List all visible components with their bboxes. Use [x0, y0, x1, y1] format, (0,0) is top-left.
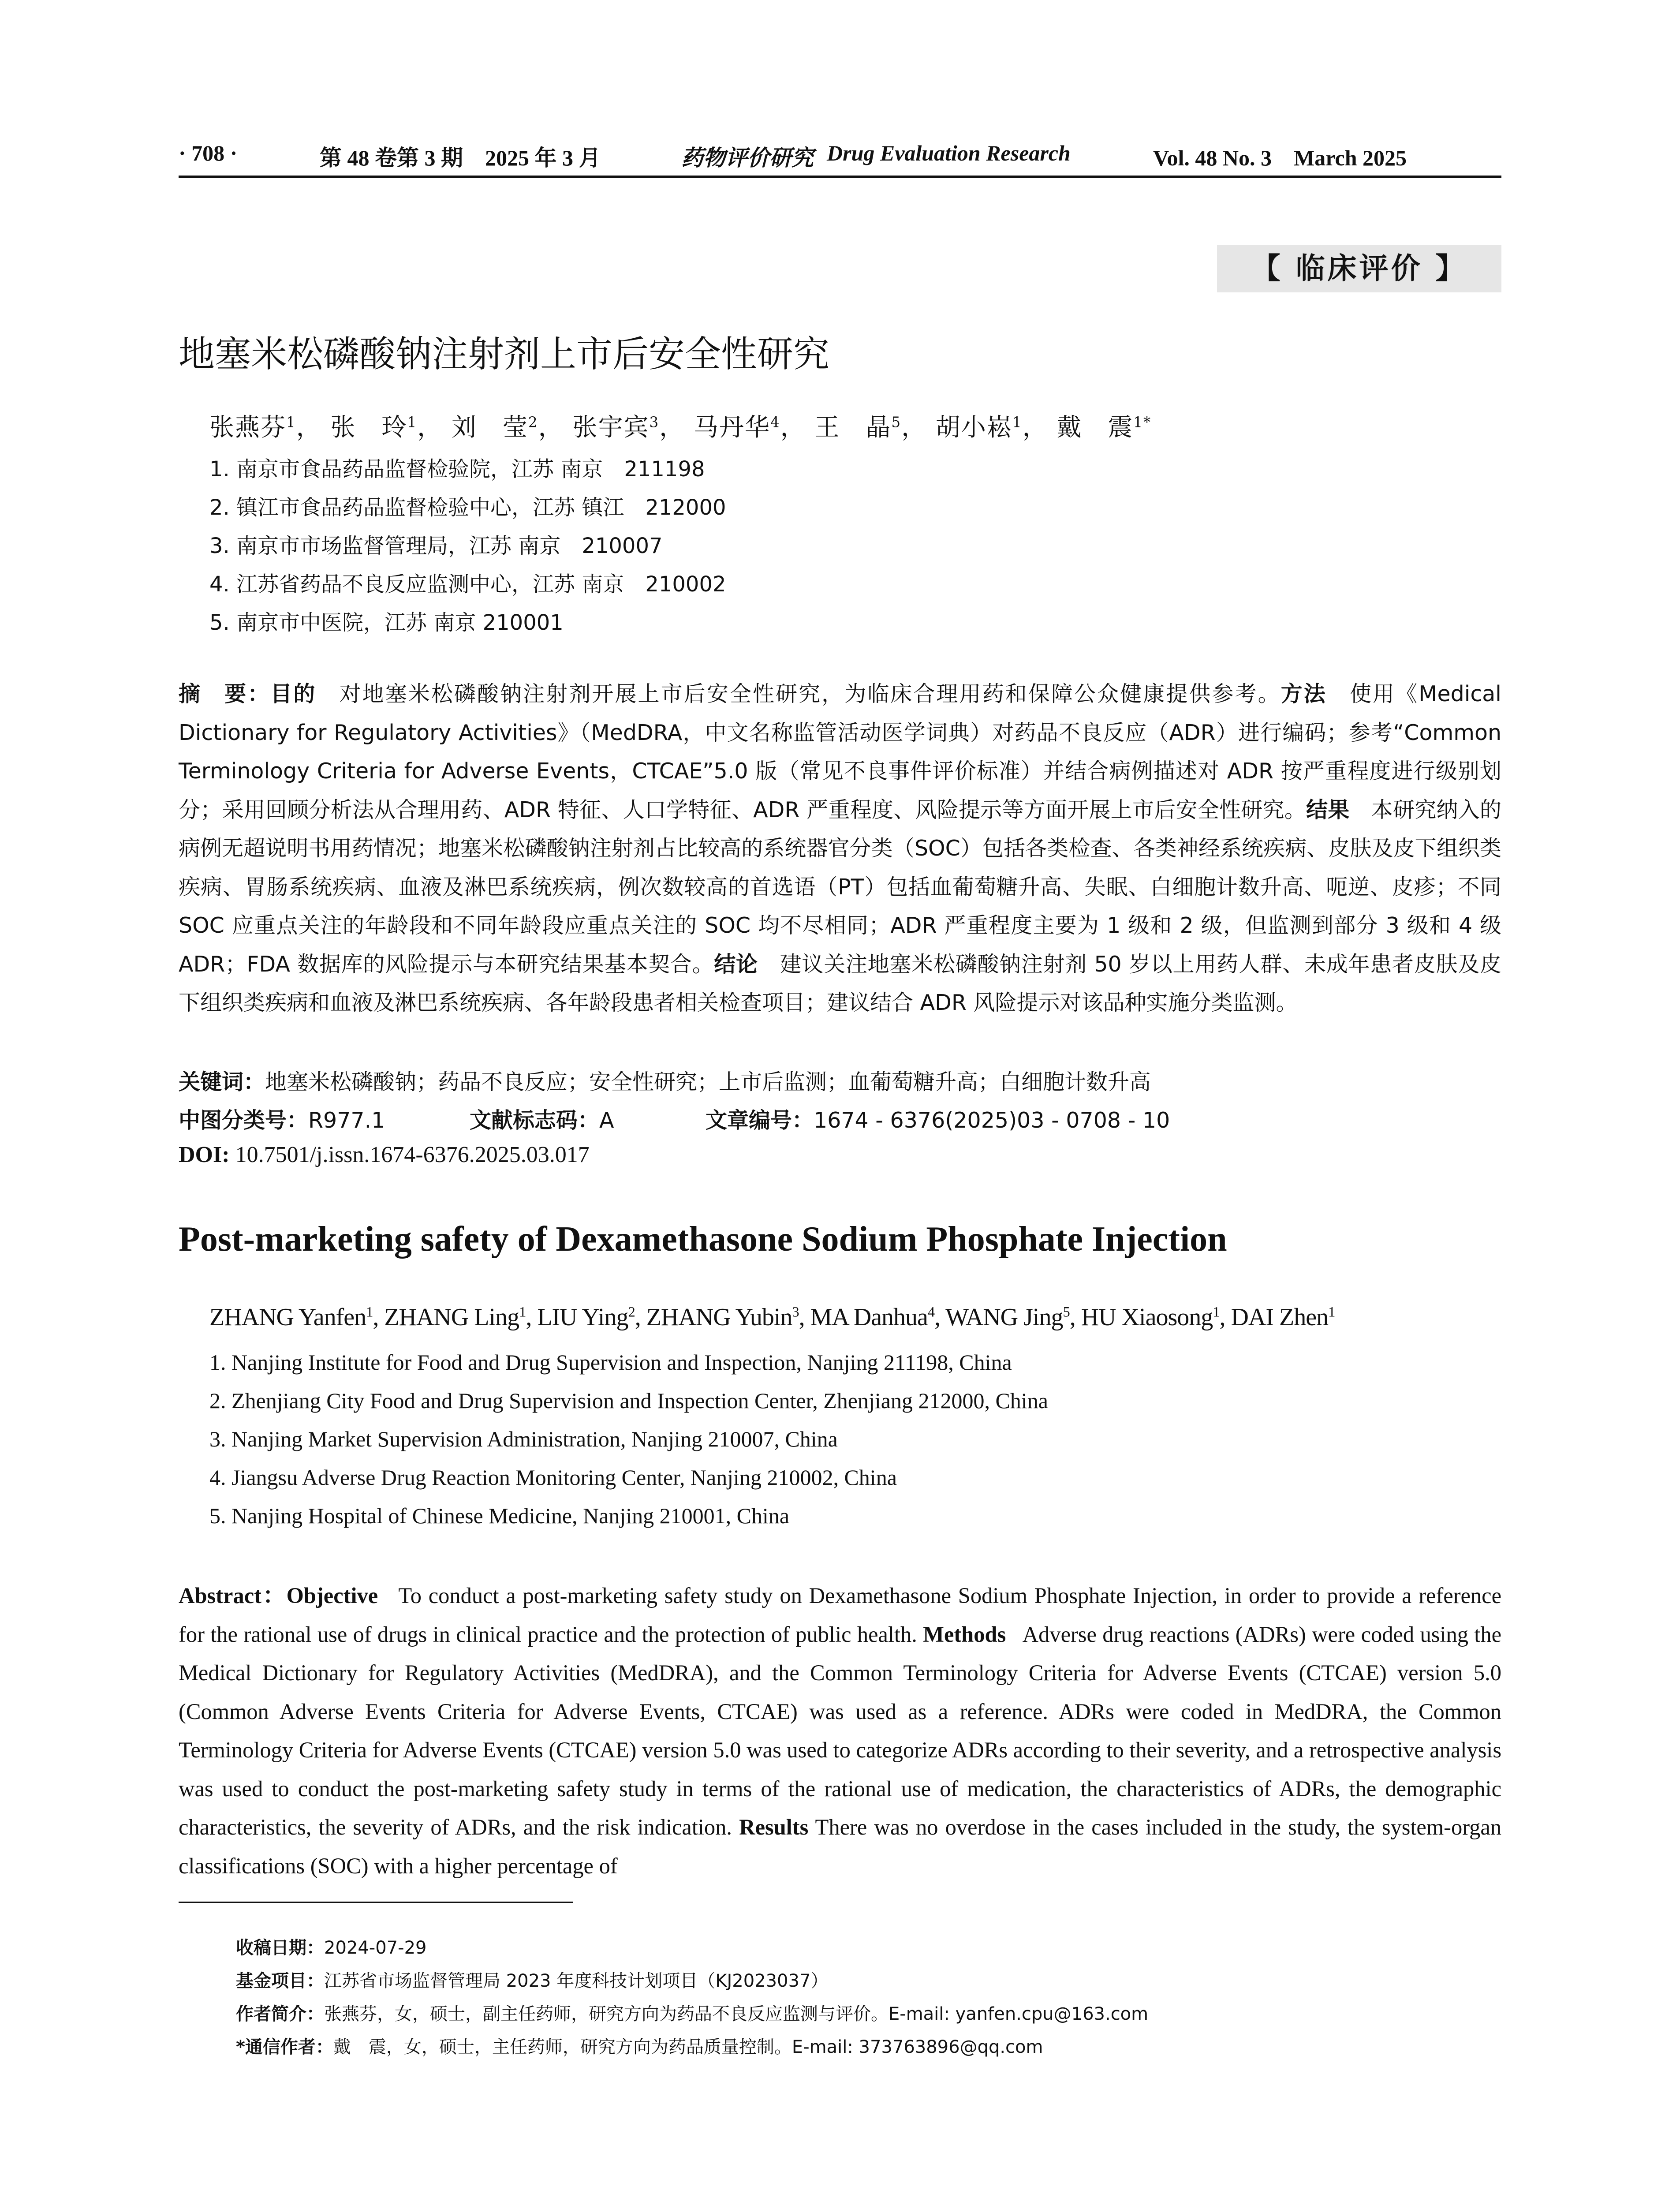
- title-en: Post-marketing safety of Dexamethasone Sodium Phosphate Injection: [179, 1220, 1227, 1259]
- author-cn: 张燕芬: [209, 413, 286, 442]
- abstract-en: [179, 1577, 1501, 1885]
- objective-text: 对地塞米松磷酸钠注射剂开展上市后安全性研究，为临床合理用药和保障公众健康提供参考。: [339, 681, 1281, 706]
- results-label: 结果: [1306, 797, 1350, 822]
- keywords-label: 关键词：: [179, 1069, 265, 1095]
- author-affil-marker: 4: [770, 414, 780, 431]
- results-text: 本研究纳入的病例无超说明书用药情况；地塞米松磷酸钠注射剂占比较高的系统器官分类（SOC）包括各类检查、各类神经系统疾病、皮肤及皮下组织类疾病、胃肠系统疾病、血液及淋巴系统疾病，例次数较高的首选语（PT）包括血葡萄糖升高、失眠、白细胞计数升高、呃逆、皮疹；不同 SOC 应重点关注的年龄段和不同年龄段应重点关注的 SOC 均不尽相同；ADR 严重程度主要为 1 级和 2 级，但监测到部分 3 级和 4 级 ADR；FDA 数据库的风险提示与本研究结果基本契合。: [179, 797, 1501, 977]
- page-number: · 708 ·: [179, 141, 238, 165]
- keywords-cn: [179, 1065, 1151, 1096]
- author-cn: 戴 震: [1057, 413, 1134, 442]
- results-label-en: Results: [739, 1815, 809, 1839]
- results-text-en: There was no overdose in the cases included in the study, the system-organ classifications (SOC) with a higher percentage of: [179, 1815, 1502, 1878]
- article-number: [706, 1103, 1170, 1134]
- keywords-text: 地塞米松磷酸钠；药品不良反应；安全性研究；上市后监测；血葡萄糖升高；白细胞计数升高: [265, 1069, 1151, 1095]
- author-en: ZHANG Yanfen: [209, 1304, 366, 1331]
- author-affil-marker: 3: [792, 1304, 799, 1320]
- objective-label: 目的: [270, 681, 317, 706]
- author-cn: 张 玲: [330, 413, 407, 442]
- objective-text-en: To conduct a post-marketing safety study on Dexamethasone Sodium Phosphate Injection, in order to provide a reference for the rational use of drugs in clinical practice and the protection of public health.: [179, 1583, 1502, 1647]
- author-en: MA Danhua: [810, 1304, 928, 1331]
- author-affil-marker: 1: [366, 1304, 373, 1320]
- affiliation-en: 4. Jiangsu Adverse Drug Reaction Monitoring Center, Nanjing 210002, China: [209, 1465, 897, 1490]
- classification-line: [179, 1103, 385, 1134]
- author-affil-marker: 2: [628, 1304, 635, 1320]
- author-affil-marker: 5: [891, 414, 902, 431]
- received-label: 收稿日期：: [236, 1938, 324, 1958]
- fund-label: 基金项目：: [236, 1971, 324, 1991]
- doc-code-label: 文献标志码：: [470, 1108, 600, 1133]
- authors-en: ZHANG Yanfen$^1$, ZHANG Ling$^1$, LIU Ying$^2$, ZHANG Yubin$^3$, MA Danhua$^4$, WANG Jing$^5$, HU Xiaosong$^1$, DAI Zhen$^1$: [209, 1304, 1335, 1331]
- author-cn: 刘 莹: [451, 413, 528, 442]
- doi: [179, 1142, 590, 1168]
- author-affil-marker: 2: [528, 414, 538, 431]
- author-cn: 王 晶: [814, 413, 892, 442]
- author-affil-marker: 3: [649, 414, 660, 431]
- methods-label-en: Methods: [923, 1622, 1006, 1647]
- methods-text: 使用《Medical Dictionary for Regulatory Activities》（MedDRA，中文名称监管活动医学词典）对药品不良反应（ADR）进行编码；参考“Common Terminology Criteria for Adverse Events，CTCAE”5.0 版（常见不良事件评价标准）并结合病例描述对 ADR 按严重程度进行级别划分；采用回顾分析法从合理用药、ADR 特征、人口学特征、ADR 严重程度、风险提示等方面开展上市后安全性研究。: [179, 681, 1501, 822]
- affiliation-cn: 3. 南京市市场监督管理局，江苏 南京 210007: [209, 534, 663, 558]
- doc-code-value: A: [599, 1108, 614, 1133]
- affiliation-cn: 4. 江苏省药品不良反应监测中心，江苏 南京 210002: [209, 572, 726, 597]
- received-date: 2024-07-29: [324, 1938, 427, 1958]
- article-no-label: 文章编号：: [706, 1108, 814, 1133]
- author-en: LIU Ying: [537, 1304, 628, 1331]
- abstract-label: 摘 要：: [179, 681, 271, 706]
- corresponding-text: 戴 震，女，硕士，主任药师，研究方向为药品质量控制。E-mail: 373763896@qq.com: [333, 2037, 1043, 2057]
- abstract-cn: [179, 675, 1501, 1022]
- affiliation-en: 1. Nanjing Institute for Food and Drug Supervision and Inspection, Nanjing 211198, China: [209, 1350, 1012, 1375]
- authors-cn: 张燕芬$^1$， 张 玲$^1$， 刘 莹$^2$， 张宇宾$^3$， 马丹华$^4$， 王 晶$^5$， 胡小崧$^1$， 戴 震$^{1*}$: [209, 413, 1152, 442]
- author-affil-marker: 1: [286, 414, 296, 431]
- footnote-fund: [236, 1967, 828, 1992]
- section-tag: 【 临床评价 】: [1217, 245, 1501, 292]
- affiliation-cn: 2. 镇江市食品药品监督检验中心，江苏 镇江 212000: [209, 495, 726, 520]
- journal-logo: 药物评价研究: [681, 145, 814, 171]
- issue-info-cn: 第 48 卷第 3 期 2025 年 3 月: [320, 146, 601, 170]
- footnote-rule: [179, 1902, 573, 1903]
- affiliation-cn: 1. 南京市食品药品监督检验院，江苏 南京 211198: [209, 457, 705, 482]
- doc-code: [470, 1103, 614, 1134]
- volume-info-en: Vol. 48 No. 3 March 2025: [1153, 146, 1407, 170]
- author-affil-marker: 1*: [1133, 414, 1152, 431]
- running-header: [179, 140, 1501, 176]
- author-affil-marker: 5: [1063, 1304, 1070, 1320]
- affiliation-cn: 5. 南京市中医院，江苏 南京 210001: [209, 610, 564, 635]
- author-en: DAI Zhen: [1231, 1304, 1329, 1331]
- author-cn: 张宇宾: [572, 413, 650, 442]
- conclusion-label: 结论: [714, 951, 758, 977]
- clc-value: R977.1: [308, 1108, 385, 1133]
- author-cn: 马丹华: [693, 413, 770, 442]
- conclusion-text: 建议关注地塞米松磷酸钠注射剂 50 岁以上用药人群、未成年患者皮肤及皮下组织类疾病和血液及淋巴系统疾病、各年龄段患者相关检查项目；建议结合 ADR 风险提示对该品种实施分类监测。: [179, 951, 1501, 1015]
- header-rule: [179, 176, 1501, 178]
- author-affil-marker: 1: [1012, 414, 1023, 431]
- footnote-corresponding: [236, 2033, 1043, 2058]
- author-bio-text: 张燕芬，女，硕士，副主任药师，研究方向为药品不良反应监测与评价。E-mail: yanfen.cpu@163.com: [324, 2004, 1149, 2024]
- fund-text: 江苏省市场监督管理局 2023 年度科技计划项目（KJ2023037）: [324, 1971, 829, 1991]
- methods-label: 方法: [1281, 681, 1327, 706]
- author-affil-marker: 4: [927, 1304, 935, 1320]
- author-cn: 胡小崧: [935, 413, 1012, 442]
- affiliation-en: 3. Nanjing Market Supervision Administration, Nanjing 210007, China: [209, 1427, 838, 1451]
- author-en: WANG Jing: [945, 1304, 1063, 1331]
- author-en: HU Xiaosong: [1081, 1304, 1213, 1331]
- author-en: ZHANG Yubin: [646, 1304, 792, 1331]
- clc-label: 中图分类号：: [179, 1108, 309, 1133]
- article-no-value: 1674 - 6376(2025)03 - 0708 - 10: [814, 1108, 1170, 1133]
- author-affil-marker: 1: [407, 414, 418, 431]
- doi-link[interactable]: 10.7501/j.issn.1674-6376.2025.03.017: [235, 1142, 590, 1167]
- footnote-received: [236, 1934, 426, 1959]
- corresponding-label: *通信作者：: [236, 2037, 333, 2057]
- methods-text-en: Adverse drug reactions (ADRs) were coded using the Medical Dictionary for Regulatory Activities (MedDRA), and the Common Terminology Criteria for Adverse Events (CTCAE) version 5.0 (Common Adverse Events Criteria for Adverse Events, CTCAE) was used as a reference. ADRs were coded in MedDRA, the Common Terminology Criteria for Adverse Events (CTCAE) version 5.0 was used to categorize ADRs according to their severity, and a retrospective analysis was used to conduct the post-marketing safety study in terms of the rational use of medication, the characteristics of ADRs, the demographic characteristics, the severity of ADRs, and the risk indication.: [179, 1622, 1502, 1839]
- author-affil-marker: 1: [1328, 1304, 1335, 1320]
- author-bio-label: 作者简介：: [236, 2004, 324, 2024]
- author-en: ZHANG Ling: [384, 1304, 519, 1331]
- author-affil-marker: 1: [519, 1304, 526, 1320]
- author-affil-marker: 1: [1213, 1304, 1220, 1320]
- doi-label: DOI:: [179, 1142, 230, 1167]
- affiliation-en: 5. Nanjing Hospital of Chinese Medicine, Nanjing 210001, China: [209, 1503, 790, 1528]
- footnote-author: [236, 2000, 1148, 2025]
- objective-label-en: Objective: [286, 1583, 378, 1608]
- affiliation-en: 2. Zhenjiang City Food and Drug Supervision and Inspection Center, Zhenjiang 212000, China: [209, 1388, 1048, 1413]
- abstract-label-en: Abstract：: [179, 1583, 287, 1608]
- journal-name-en: Drug Evaluation Research: [827, 141, 1071, 165]
- title-cn: 地塞米松磷酸钠注射剂上市后安全性研究: [179, 333, 830, 375]
